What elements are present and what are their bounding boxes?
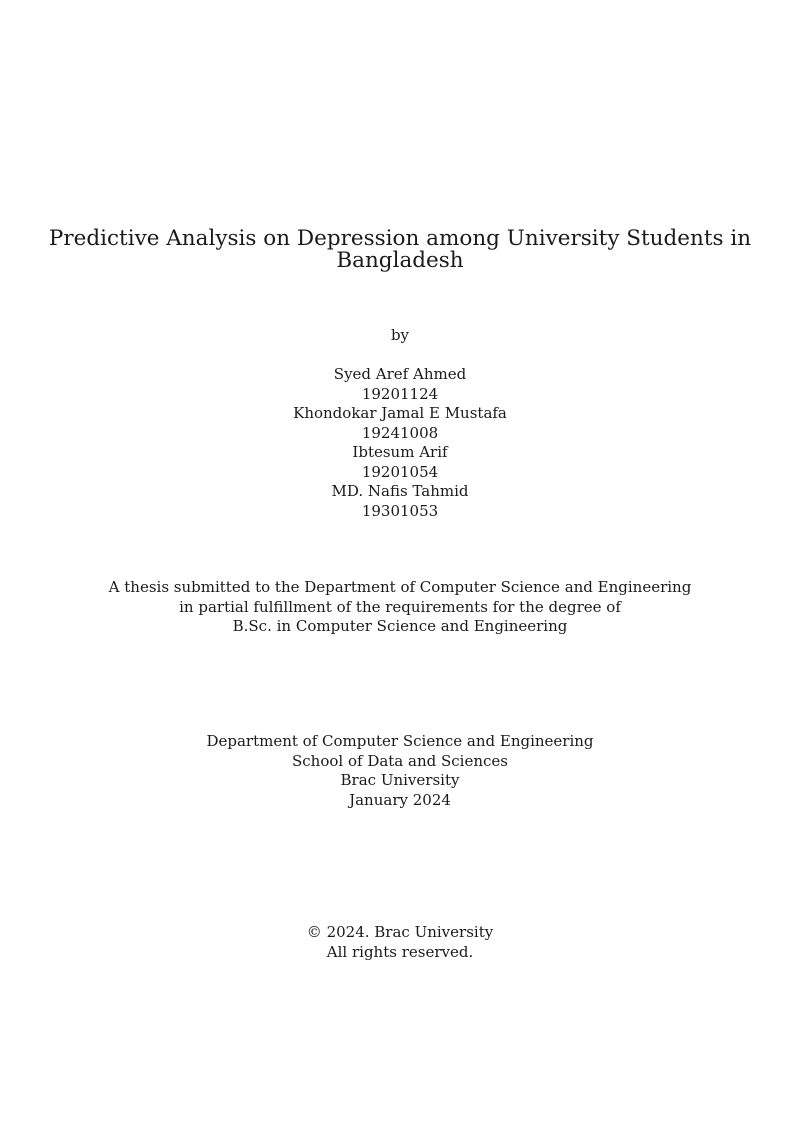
author-name: Khondokar Jamal E Mustafa [293,404,507,422]
by-text: by [390,326,410,344]
copyright-notice [0,923,800,962]
submission-statement-line-1: A thesis submitted to the Department of Computer Science and Engineering [108,578,692,596]
school-name: School of Data and Sciences [292,751,508,770]
copyright-line-2: All rights reserved. [326,942,474,961]
author-id: 19201054 [361,462,439,481]
author-list [0,365,800,521]
department-name: Department of Computer Science and Engineering [206,732,594,750]
submission-statement-line-3: B.Sc. in Computer Science and Engineering [232,617,568,635]
by-label [0,326,800,346]
thesis-title [0,228,800,272]
submission-statement [0,578,800,637]
thesis-title-line-1: Predictive Analysis on Depression among University Students in [48,226,752,251]
author-name: Ibtesum Arif [352,443,448,461]
institution-info [0,732,800,810]
thesis-title-line-2: Bangladesh [336,248,464,273]
author-name: MD. Nafis Tahmid [331,482,469,500]
author-name: Syed Aref Ahmed [333,365,467,383]
submission-statement-line-2: in partial fulfillment of the requirements for the degree of [179,597,621,616]
author-id: 19201124 [361,384,439,403]
submission-date: January 2024 [349,790,451,809]
copyright-line-1: © 2024. Brac University [306,923,494,941]
author-id: 19301053 [361,501,439,520]
author-id: 19241008 [361,423,439,442]
university-name: Brac University [340,771,460,789]
